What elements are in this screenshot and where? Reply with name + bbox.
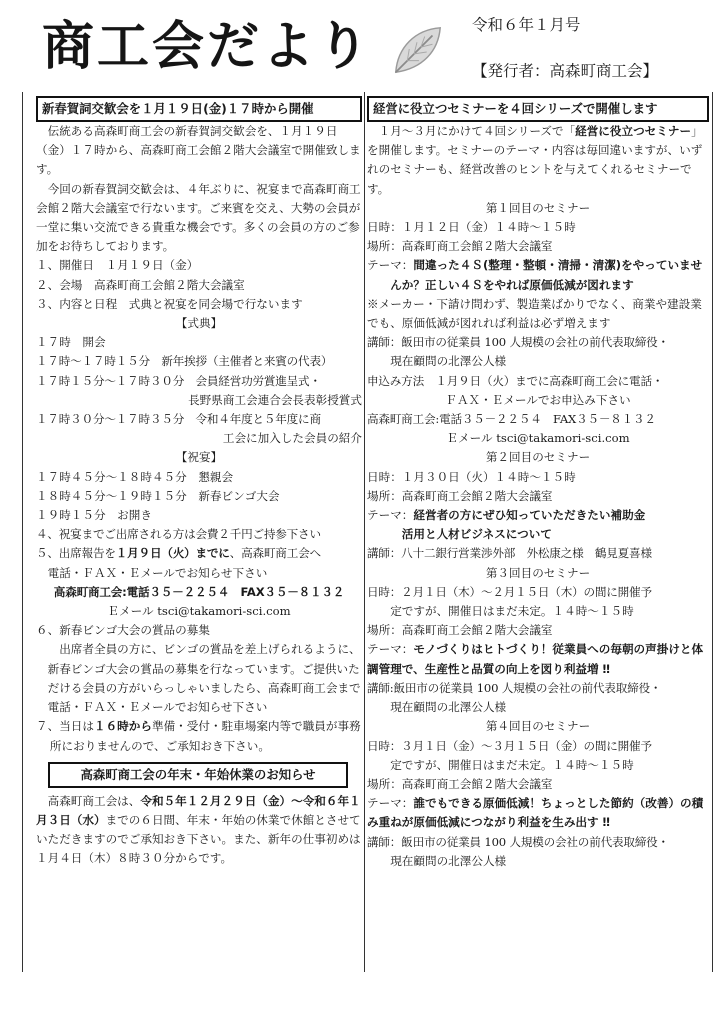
- seminar-4-lecturer-2: 現在顧問の北澤公人様: [390, 853, 507, 868]
- seminar-1-date: 日時：１月１２日（金）１４時～１５時: [367, 220, 576, 235]
- seminar-2-heading: 第２回目のセミナー: [485, 450, 591, 465]
- seminar-3-lecturer-2: 現在顧問の北澤公人様: [390, 700, 507, 715]
- seminar-3-theme-text: モノづくりはヒトづくり！従業員への毎朝の声掛けと体調管理で、生産性と品質の向上を図り利益増 ‼: [367, 642, 704, 676]
- seminar-2-theme: [367, 506, 709, 525]
- party-item-rsvp: [36, 544, 362, 563]
- seminar-1-theme: [367, 256, 709, 294]
- ceremony-line: 工会に加入した会員の紹介: [222, 431, 362, 446]
- seminar-2-place: 場所：高森町商工会館２階大会議室: [367, 488, 553, 503]
- seminar-1-note: ※メーカー・下請け問わず、製造業ばかりでなく、商業や建設業でも、原価低減が図れれば利益は必ず増えます: [367, 296, 702, 331]
- contact-email: Ｅメール tsci@takamori-sci.com: [107, 604, 291, 619]
- column-divider: [364, 92, 365, 972]
- seminar-headline: 経営に役立つセミナーを４回シリーズで開催します: [367, 96, 709, 122]
- seminar-4-theme-label: テーマ：: [367, 796, 414, 811]
- seminar-1-theme-label: テーマ：: [367, 258, 414, 273]
- left-margin-rule: [22, 92, 23, 972]
- seminar-4-lecturer: 講師：飯田市の従業員 100 人規模の会社の前代表取締役・: [367, 834, 669, 849]
- seminar-3-theme-label: テーマ：: [367, 642, 414, 657]
- seminar-4-theme-text: 誰でもできる原価低減！ちょっとした節約（改善）の積み重ねが原価低減につながり利益を生み出す ‼: [367, 796, 704, 830]
- ceremony-heading: 【式典】: [175, 316, 223, 331]
- ceremony-line: 長野県商工会連合会長表彰授賞式: [188, 392, 362, 407]
- seminar-3-date: 日時：２月１日（木）～２月１５日（木）の間に開催予: [367, 584, 652, 599]
- party-line: １７時４５分～１８時４５分 懇親会: [36, 469, 234, 484]
- newsletter-title: 商工会だより: [42, 17, 373, 77]
- seminar-1-apply-2: ＦＡＸ・Ｅメールでお申込み下さい: [445, 392, 631, 407]
- seminar-2-theme-text: 経営者の方にぜひ知っていただきたい補助金: [413, 508, 646, 523]
- masthead: [0, 0, 724, 92]
- seminar-2-lecturer: 講師：八十二銀行営業渉外部 外松康之様 鶴見夏喜様: [367, 546, 652, 561]
- seminar-4-date-2: 定ですが、開催日はまだ未定。１４時～１５時: [390, 757, 634, 772]
- seminar-1-place: 場所：高森町商工会館２階大会議室: [367, 239, 553, 254]
- seminar-1-email: Ｅメール tsci@takamori-sci.com: [446, 431, 630, 446]
- seminar-intro: [367, 122, 709, 199]
- party-item-bingo: ６、新春ビンゴ大会の賞品の募集: [36, 623, 210, 638]
- publisher: 【発行者：高森町商工会】: [472, 62, 659, 80]
- right-column: [367, 96, 709, 871]
- left-column: [36, 96, 362, 869]
- seminar-2-theme-2: 活用と人材ビジネスについて: [401, 527, 552, 542]
- holiday-pre: 高森町商工会は、: [47, 793, 141, 808]
- seminar-1-theme-text: 間違った４Ｓ(整理・整頓・清掃・清潔)をやっていませんか？正しい４Ｓをやれば原価低減が図れます: [390, 258, 703, 292]
- seminar-3-date-2: 定ですが、開催日はまだ未定。１４時～１５時: [390, 604, 634, 619]
- party-item-program: ３、内容と日程 式典と祝宴を同会場で行ないます: [36, 296, 303, 311]
- ceremony-line: １７時～１７時１５分 新年挨拶（主催者と来賓の代表）: [36, 354, 333, 369]
- holiday-body: [36, 792, 362, 869]
- staff-time: １６時から: [93, 719, 152, 734]
- staff-pre: ７、当日は: [36, 719, 94, 734]
- seminar-intro-post: 」を開催します。セミナーのテーマ・内容は毎回違いますが、いずれのセミナーも、経営改善のヒントを与えてくれるセミナーです。: [367, 124, 703, 196]
- ceremony-line: １７時１５分～１７時３０分 会員経営功労賞進呈式・: [36, 373, 321, 388]
- seminar-intro-pre: １月～３月にかけて４回シリーズで「: [378, 124, 576, 138]
- seminar-3-lecturer: 講師:飯田市の従業員 100 人規模の会社の前代表取締役・: [367, 680, 662, 695]
- contact-phone-fax: 高森町商工会:電話３５－２２５４ FAX３５－８１３２: [53, 584, 345, 599]
- party-item-fee: ４、祝宴までご出席される方は会費２千円ご持参下さい: [36, 527, 321, 542]
- seminar-4-place: 場所：高森町商工会館２階大会議室: [367, 776, 553, 791]
- holiday-dates: 令和５年１２月２９日（金）～令和６年１月３日（水）: [36, 793, 361, 827]
- issue-date: 令和６年１月号: [472, 16, 581, 34]
- seminar-2-theme-label: テーマ：: [367, 508, 414, 523]
- staff-post: 準備・受付・駐車場案内等で職員が事務所におりませんので、ご承知おき下さい。: [49, 719, 361, 753]
- party-item-venue: ２、会場 高森町商工会館２階大会議室: [36, 277, 245, 292]
- seminar-4-heading: 第４回目のセミナー: [485, 719, 591, 734]
- rsvp-methods: 電話・ＦＡＸ・Ｅメールでお知らせ下さい: [47, 565, 268, 580]
- party-item-date: １、開催日 １月１９日（金）: [36, 258, 199, 273]
- ceremony-line: １７時 開会: [36, 335, 106, 350]
- seminar-1-lecturer-2: 現在顧問の北澤公人様: [390, 354, 507, 369]
- seminar-1-contact: 高森町商工会:電話３５－２２５４ FAX３５－８１３２: [367, 412, 656, 427]
- party-line: １９時１５分 お開き: [36, 508, 152, 523]
- seminar-1-lecturer: 講師：飯田市の従業員 100 人規模の会社の前代表取締役・: [367, 335, 669, 350]
- party-intro-1: 伝統ある高森町商工会の新春賀詞交歓会を、１月１９日（金）１７時から、高森町商工会館２階大会議室で開催致します。: [36, 124, 361, 177]
- seminar-3-heading: 第３回目のセミナー: [485, 565, 591, 580]
- party-item-staff: [36, 717, 362, 755]
- seminar-2-date: 日時：１月３０日（火）１４時～１５時: [367, 469, 576, 484]
- party-intro-2: 今回の新春賀詞交歓会は、４年ぶりに、祝宴まで高森町商工会館２階大会議室で行ないます。ご来賓を交え、大勢の会員が一堂に集い交流できる貴重な機会です。多くの会員の方のご参加をお待ちしております。: [36, 181, 361, 254]
- leaf-icon: [388, 22, 446, 80]
- rsvp-deadline: １月９日（火）までに: [115, 546, 230, 561]
- seminar-1-apply: 申込み方法 １月９日（火）までに高森町商工会に電話・: [367, 373, 664, 388]
- seminar-3-theme: [367, 640, 709, 678]
- seminar-4-date: 日時：３月１日（金）～３月１５日（金）の間に開催予: [367, 738, 652, 753]
- rsvp-pre: ５、出席報告を: [36, 546, 116, 561]
- party-heading: 【祝宴】: [175, 450, 223, 465]
- holiday-headline: 高森町商工会の年末・年始休業のお知らせ: [48, 762, 348, 788]
- bingo-body: 出席者全員の方に、ビンゴの賞品を差上げられるように、新春ビンゴ大会の賞品の募集を行なっています。ご提供いただける会員の方がいらっしゃいましたら、高森町商工会まで電話・ＦＡＸ・Ｅメールでお知らせ下さい: [47, 642, 361, 715]
- seminar-intro-title: 経営に役立つセミナー: [575, 124, 692, 138]
- rsvp-post: 、高森町商工会へ: [229, 546, 321, 561]
- seminar-3-place: 場所：高森町商工会館２階大会議室: [367, 623, 553, 638]
- new-year-party-headline: 新春賀詞交歓会を１月１９日(金)１７時から開催: [36, 96, 362, 122]
- right-margin-rule: [712, 92, 713, 972]
- seminar-4-theme: [367, 794, 709, 832]
- seminar-1-heading: 第１回目のセミナー: [485, 200, 591, 215]
- ceremony-line: １７時３０分～１７時３５分 令和４年度と５年度に商: [36, 412, 321, 427]
- party-line: １８時４５分～１９時１５分 新春ビンゴ大会: [36, 488, 280, 503]
- holiday-post: までの６日間、年末・年始の休業で休館とさせていただきますのでご承知おき下さい。また、新年の仕事初めは１月４日（木）８時３０分からです。: [36, 812, 361, 866]
